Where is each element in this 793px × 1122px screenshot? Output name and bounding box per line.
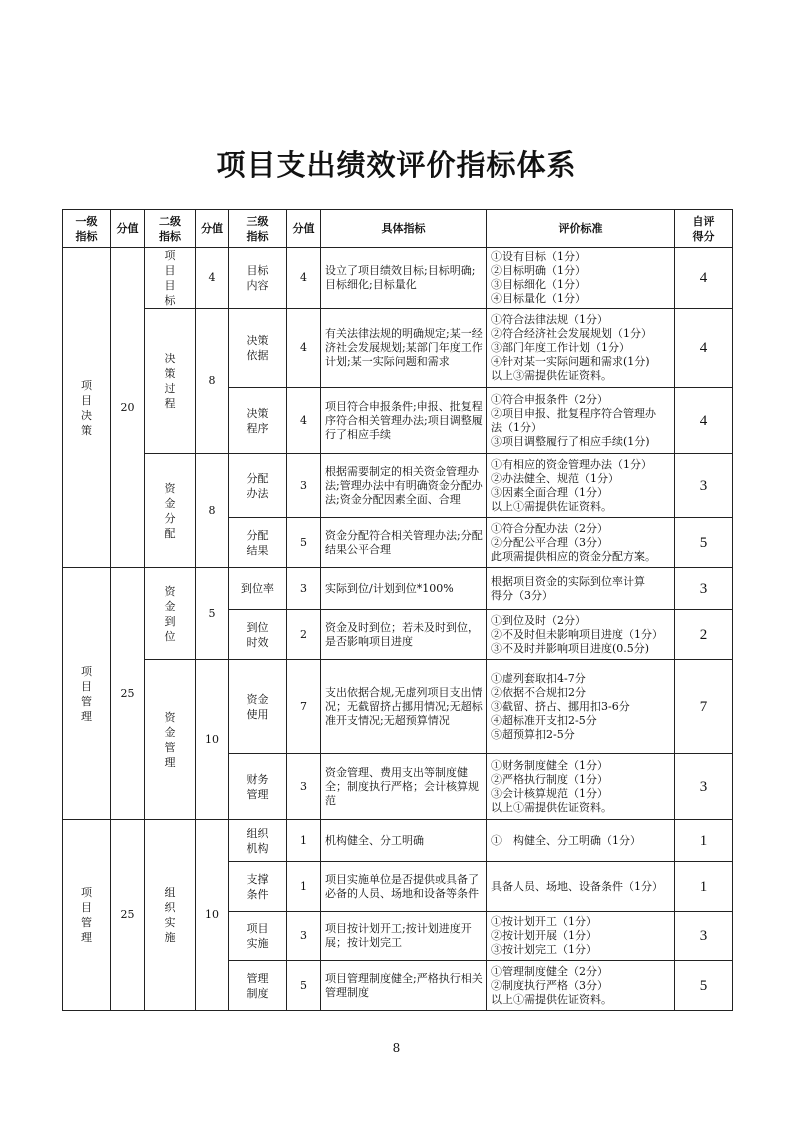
criteria-line: ④超标准开支扣2-5分 [491, 713, 597, 727]
criteria-cell [487, 248, 675, 309]
indicator-row [63, 660, 733, 754]
header-self-score: 自评得分 [675, 210, 733, 248]
header-score1: 分值 [111, 210, 145, 248]
header-detail: 具体指标 [321, 210, 487, 248]
level2-name: 资金到位 [145, 568, 196, 660]
criteria-line: ①设有目标（1分） [491, 250, 586, 263]
level3-score: 3 [287, 912, 321, 961]
criteria-line: ①虚列套取扣4-7分 [491, 671, 586, 685]
criteria-cell [487, 862, 675, 912]
criteria-line: ③因素全面合理（1分） [491, 485, 608, 499]
level2-name: 资金管理 [145, 660, 196, 820]
criteria-line: ③不及时并影响项目进度(0.5分) [491, 641, 650, 655]
self-score-cell: 2 [675, 610, 733, 660]
self-score-cell: 7 [675, 660, 733, 754]
level3-name: 支撑条件 [229, 862, 287, 912]
criteria-line: ①符合分配办法（2分） [491, 521, 608, 535]
level3-name: 分配办法 [229, 454, 287, 518]
detail-cell: 资金管理、费用支出等制度健全；制度执行严格；会计核算规范 [321, 754, 487, 820]
detail-cell: 支出依据合规,无虚列项目支出情况；无截留挤占挪用情况;无超标准开支情况;无超预算情况 [321, 660, 487, 754]
criteria-line: ①管理制度健全（2分） [491, 964, 608, 978]
self-score-cell: 3 [675, 454, 733, 518]
criteria-line: 具备人员、场地、设备条件（1分） [491, 879, 663, 893]
level3-name: 决策依据 [229, 309, 287, 388]
criteria-cell [487, 754, 675, 820]
criteria-line: ⑤超预算扣2-5分 [491, 727, 575, 741]
level3-score: 3 [287, 754, 321, 820]
level1-score: 20 [111, 248, 145, 568]
criteria-line: ①财务制度健全（1分） [491, 758, 608, 772]
indicator-row [63, 568, 733, 610]
criteria-cell [487, 912, 675, 961]
criteria-cell [487, 388, 675, 454]
level2-score: 4 [196, 248, 229, 309]
self-score-cell: 3 [675, 912, 733, 961]
self-score-cell: 4 [675, 388, 733, 454]
criteria-line: ②符合经济社会发展规划（1分） [491, 327, 652, 340]
level2-name: 组织实施 [145, 820, 196, 1011]
criteria-line: ①符合法律法规（1分） [491, 313, 608, 326]
criteria-cell [487, 568, 675, 610]
level3-score: 2 [287, 610, 321, 660]
level1-score: 25 [111, 568, 145, 820]
criteria-cell [487, 961, 675, 1011]
criteria-line: ③部门年度工作计划（1分） [491, 341, 630, 354]
level3-name: 目标内容 [229, 248, 287, 309]
criteria-cell [487, 518, 675, 568]
criteria-line: ②目标明确（1分） [491, 264, 586, 277]
page-title: 项目支出绩效评价指标体系 [216, 148, 577, 182]
criteria-line: 根据项目资金的实际到位率计算 [491, 574, 645, 588]
level3-name: 项目实施 [229, 912, 287, 961]
level2-score: 8 [196, 309, 229, 454]
criteria-line: ③截留、挤占、挪用扣3-6分 [491, 699, 630, 713]
header-row [63, 210, 733, 248]
header-score2: 分值 [196, 210, 229, 248]
criteria-line: ④目标量化（1分） [491, 292, 586, 305]
level1-name: 项目决策 [63, 248, 111, 568]
criteria-line: 此项需提供相应的资金分配方案。 [491, 549, 656, 563]
level2-score: 5 [196, 568, 229, 660]
detail-cell: 机构健全、分工明确 [321, 820, 487, 862]
header-level3: 三级指标 [229, 210, 287, 248]
level3-score: 5 [287, 518, 321, 568]
level3-name: 到位时效 [229, 610, 287, 660]
level3-score: 4 [287, 309, 321, 388]
header-level2: 二级指标 [145, 210, 196, 248]
level2-name: 资金分配 [145, 454, 196, 568]
level3-score: 5 [287, 961, 321, 1011]
level3-name: 分配结果 [229, 518, 287, 568]
self-score-cell: 3 [675, 754, 733, 820]
self-score-cell: 1 [675, 862, 733, 912]
level1-name: 项目管理 [63, 820, 111, 1011]
level3-score: 4 [287, 388, 321, 454]
indicator-row [63, 309, 733, 388]
detail-cell: 项目按计划开工;按计划进度开展；按计划完工 [321, 912, 487, 961]
criteria-line: ③会计核算规范（1分） [491, 786, 608, 800]
self-score-cell: 5 [675, 961, 733, 1011]
detail-cell: 项目实施单位是否提供或具备了必备的人员、场地和设备等条件 [321, 862, 487, 912]
level3-name: 决策程序 [229, 388, 287, 454]
level3-score: 3 [287, 454, 321, 518]
indicator-row [63, 820, 733, 862]
criteria-line: ②办法健全、规范（1分） [491, 471, 619, 485]
detail-cell: 项目管理制度健全;严格执行相关管理制度 [321, 961, 487, 1011]
detail-cell: 实际到位/计划到位*100% [321, 568, 487, 610]
header-level1: 一级指标 [63, 210, 111, 248]
detail-cell: 项目符合申报条件;申报、批复程序符合相关管理办法;项目调整履行了相应手续 [321, 388, 487, 454]
level2-name: 项目目标 [145, 248, 196, 309]
page-number: 8 [392, 1041, 401, 1055]
self-score-cell: 4 [675, 309, 733, 388]
criteria-line: 法（1分） [491, 420, 542, 434]
criteria-cell [487, 610, 675, 660]
level1-score: 25 [111, 820, 145, 1011]
criteria-line: ②分配公平合理（3分） [491, 535, 608, 549]
detail-cell: 有关法律法规的明确规定;某一经济社会发展规划;某部门年度工作计划;某一实际问题和需求 [321, 309, 487, 388]
criteria-line: 以上①需提供佐证资料。 [491, 992, 612, 1006]
criteria-line: ③按计划完工（1分） [491, 943, 597, 956]
self-score-cell: 5 [675, 518, 733, 568]
criteria-line: ①到位及时（2分） [491, 613, 586, 627]
detail-cell: 根据需要制定的相关资金管理办法;管理办法中有明确资金分配办法;资金分配因素全面、合理 [321, 454, 487, 518]
detail-cell: 设立了项目绩效目标;目标明确;目标细化;目标量化 [321, 248, 487, 309]
level2-score: 10 [196, 820, 229, 1011]
criteria-line: ①按计划开工（1分） [491, 915, 597, 928]
criteria-line: 得分（3分） [491, 588, 553, 602]
level2-score: 8 [196, 454, 229, 568]
criteria-line: ②严格执行制度（1分） [491, 772, 608, 786]
level3-score: 1 [287, 862, 321, 912]
criteria-line: 以上①需提供佐证资料。 [491, 800, 612, 814]
detail-cell: 资金及时到位；若未及时到位，是否影响项目进度 [321, 610, 487, 660]
criteria-line: ②项目申报、批复程序符合管理办 [491, 406, 656, 420]
criteria-cell [487, 454, 675, 518]
criteria-cell [487, 309, 675, 388]
self-score-cell: 1 [675, 820, 733, 862]
criteria-line: ②不及时但未影响项目进度（1分） [491, 627, 663, 641]
level3-score: 4 [287, 248, 321, 309]
criteria-line: ①符合申报条件（2分） [491, 392, 608, 406]
level2-score: 10 [196, 660, 229, 820]
level3-name: 到位率 [229, 568, 287, 610]
level3-score: 3 [287, 568, 321, 610]
criteria-cell [487, 660, 675, 754]
level3-name: 管理制度 [229, 961, 287, 1011]
level3-score: 1 [287, 820, 321, 862]
level3-name: 组织机构 [229, 820, 287, 862]
criteria-line: ②制度执行严格（3分） [491, 978, 608, 992]
header-score3: 分值 [287, 210, 321, 248]
indicator-row [63, 248, 733, 309]
criteria-line: ①有相应的资金管理办法（1分） [491, 457, 652, 471]
criteria-cell [487, 820, 675, 862]
criteria-line: 以上③需提供佐证资料。 [491, 369, 612, 382]
detail-cell: 资金分配符合相关管理办法;分配结果公平合理 [321, 518, 487, 568]
header-criteria: 评价标准 [487, 210, 675, 248]
level3-score: 7 [287, 660, 321, 754]
self-score-cell: 3 [675, 568, 733, 610]
level2-name: 决策过程 [145, 309, 196, 454]
level1-name: 项目管理 [63, 568, 111, 820]
criteria-line: ②依据不合规扣2分 [491, 685, 586, 699]
criteria-line: ②按计划开展（1分） [491, 929, 597, 942]
indicator-row [63, 454, 733, 518]
self-score-cell: 4 [675, 248, 733, 309]
criteria-line: ④针对某一实际问题和需求(1分) [491, 355, 650, 368]
level3-name: 财务管理 [229, 754, 287, 820]
criteria-line: ③目标细化（1分） [491, 278, 586, 291]
criteria-line: 以上①需提供佐证资料。 [491, 499, 612, 513]
criteria-line: ① 构健全、分工明确（1分） [491, 833, 641, 847]
indicator-table [62, 209, 733, 1011]
level3-name: 资金使用 [229, 660, 287, 754]
criteria-line: ③项目调整履行了相应手续(1分) [491, 434, 650, 448]
